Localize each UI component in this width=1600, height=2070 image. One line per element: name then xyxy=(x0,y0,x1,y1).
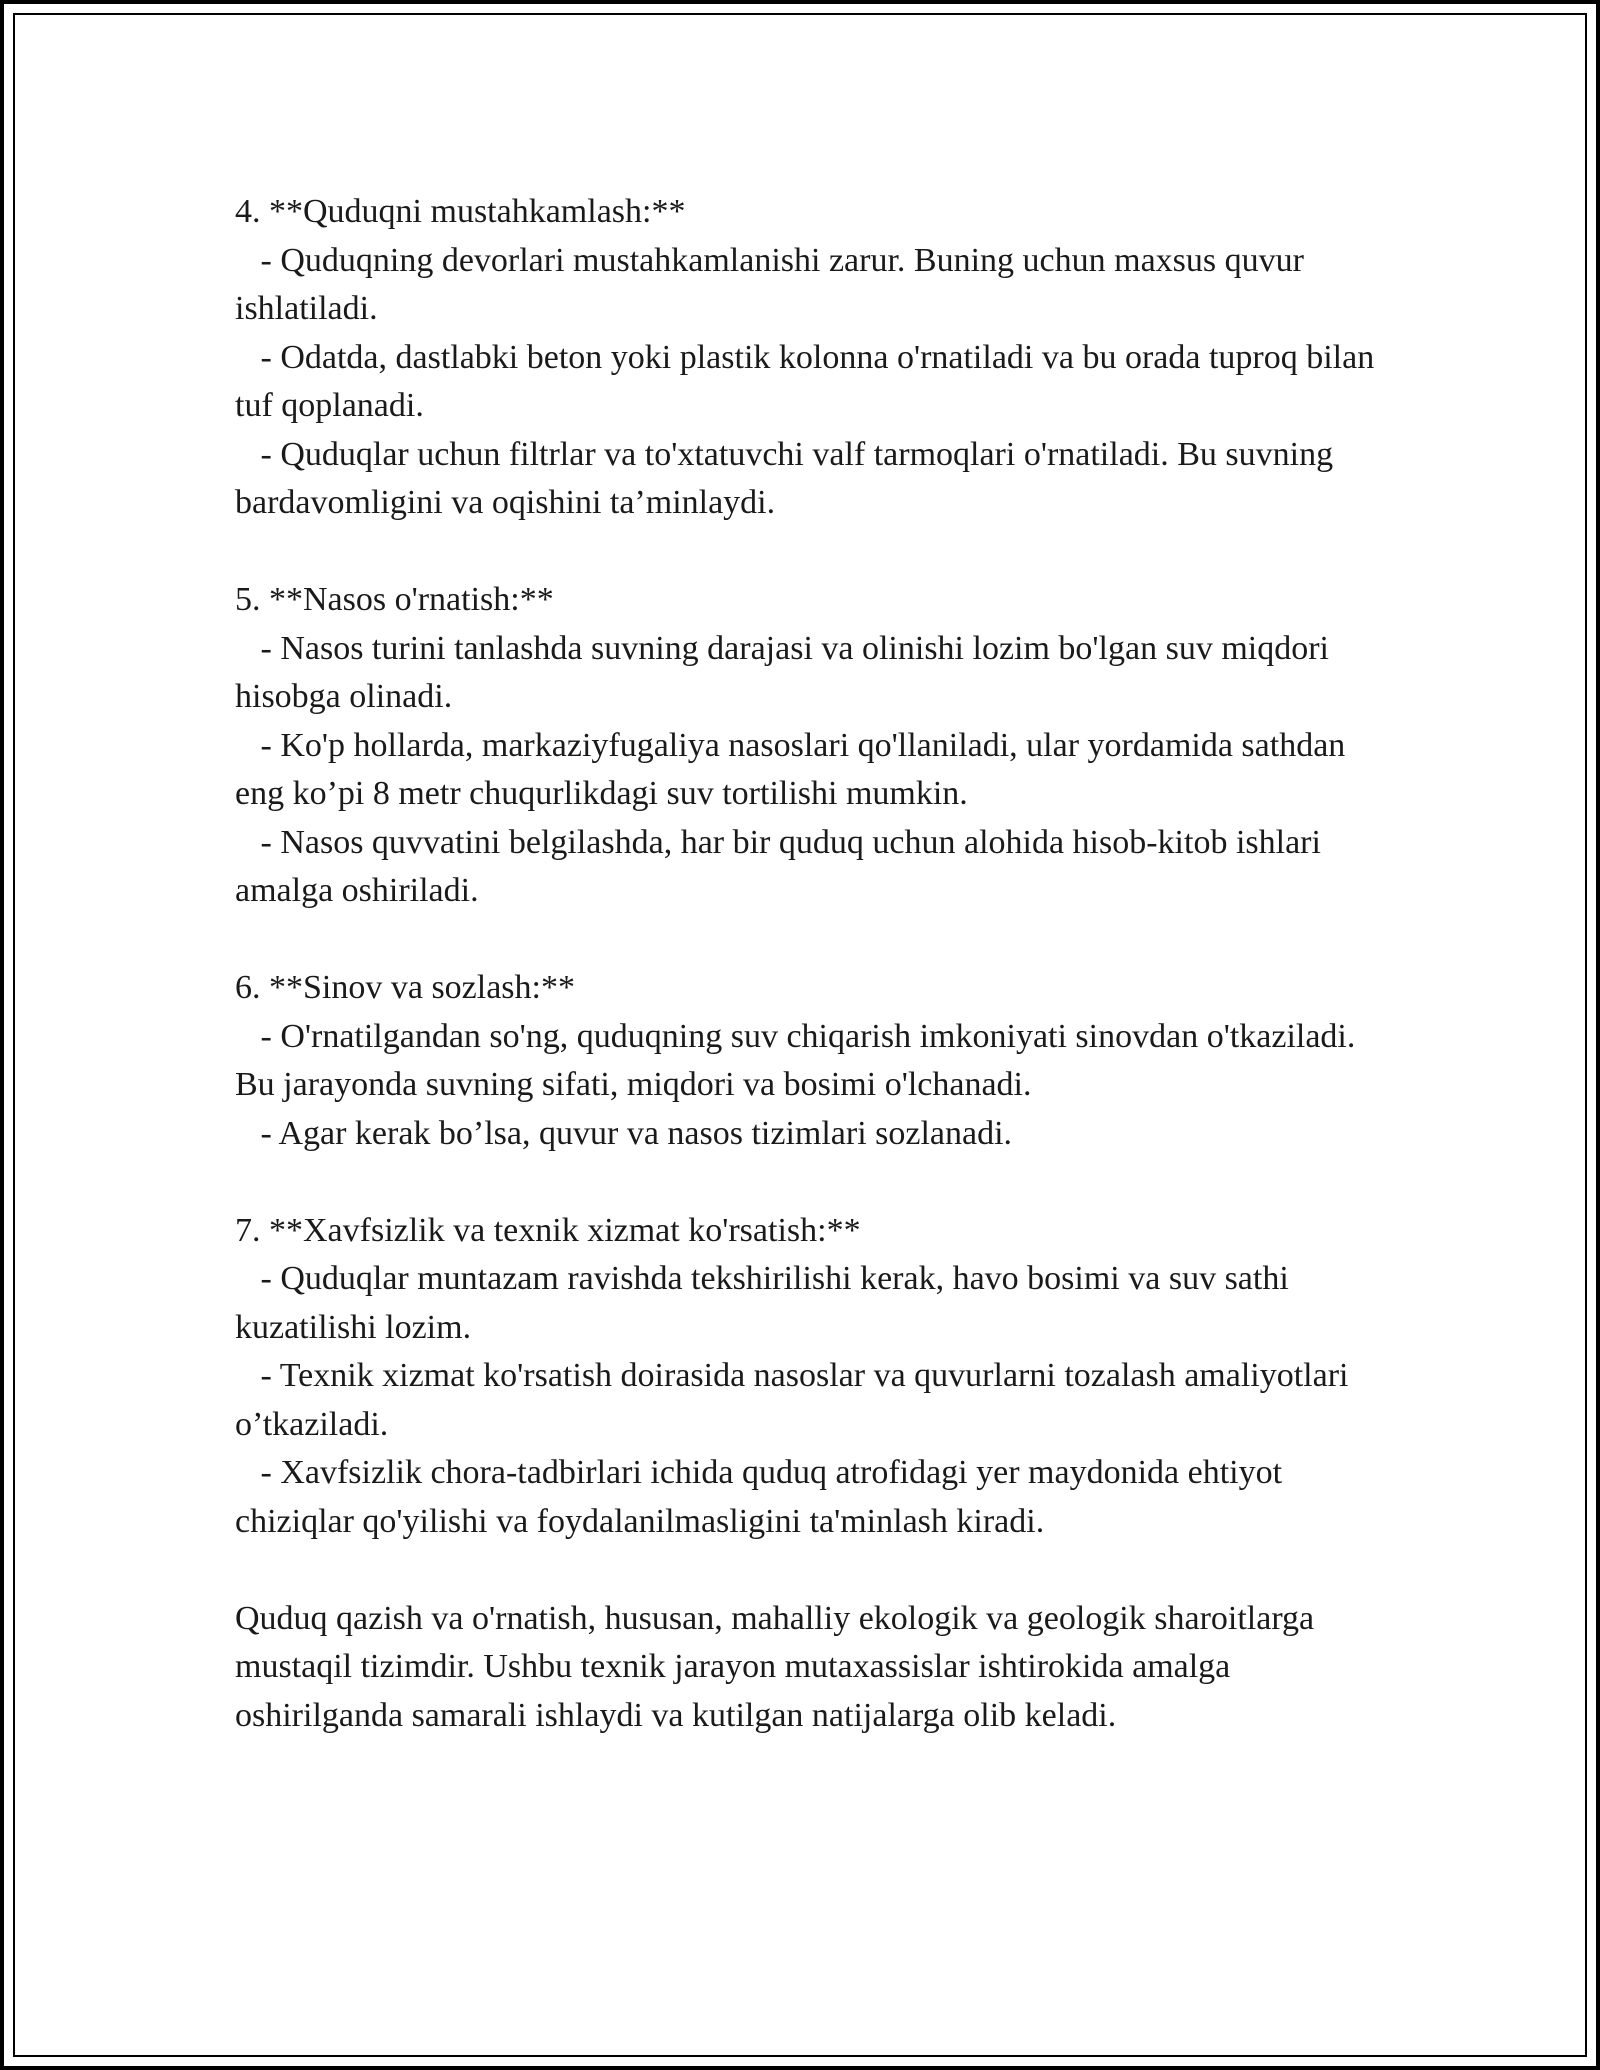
bullet-item: - Quduqlar muntazam ravishda tekshirilishi kerak, havo bosimi va suv sathi kuzatilishi lozim. xyxy=(235,1260,1289,1346)
section-heading: 4. **Quduqni mustahkamlash:** xyxy=(235,193,686,230)
section-nasos-ornatish xyxy=(235,576,1385,916)
section-xavfsizlik-va-texnik-xizmat xyxy=(235,1207,1385,1547)
section-heading: 6. **Sinov va sozlash:** xyxy=(235,969,575,1006)
section-heading: 7. **Xavfsizlik va texnik xizmat ko'rsatish:** xyxy=(235,1211,861,1249)
bullet-item: - O'rnatilgandan so'ng, quduqning suv chiqarish imkoniyati sinovdan o'tkaziladi. Bu jarayonda suvning sifati, miqdori va bosimi o'lchanadi. xyxy=(235,1017,1356,1103)
bullet-item: - Quduqning devorlari mustahkamlanishi zarur. Buning uchun maxsus quvur ishlatiladi. xyxy=(235,241,1304,327)
closing-paragraph: Quduq qazish va o'rnatish, hususan, mahalliy ekologik va geologik sharoitlarga mustaqil tizimdir. Ushbu texnik jarayon mutaxassislar ishtirokida amalga oshirilganda samarali ishlaydi va kutilgan natijalarga olib keladi. xyxy=(235,1599,1315,1734)
bullet-item: - Nasos turini tanlashda suvning darajasi va olinishi lozim bo'lgan suv miqdori hisobga olinadi. xyxy=(235,629,1329,715)
bullet-item: - Xavfsizlik chora-tadbirlari ichida quduq atrofidagi yer maydonida ehtiyot chiziqlar qo'yilishi va foydalanilmasligini ta'minlash kiradi. xyxy=(235,1454,1283,1540)
document-body xyxy=(235,188,1385,1740)
bullet-item: - Odatda, dastlabki beton yoki plastik kolonna o'rnatiladi va bu orada tuproq bilan tuf qoplanadi. xyxy=(235,338,1375,424)
bullet-item: - Agar kerak bo’lsa, quvur va nasos tizimlari sozlanadi. xyxy=(260,1114,1013,1152)
bullet-item: - Nasos quvvatini belgilashda, har bir quduq uchun alohida hisob-kitob ishlari amalga oshiriladi. xyxy=(235,823,1321,909)
section-heading: 5. **Nasos o'rnatish:** xyxy=(235,581,554,618)
bullet-item: - Quduqlar uchun filtrlar va to'xtatuvchi valf tarmoqlari o'rnatiladi. Bu suvning bardavomligini va oqishini ta’minlaydi. xyxy=(235,435,1334,521)
section-quduqni-mustahkamlash xyxy=(235,188,1385,528)
bullet-item: - Ko'p hollarda, markaziyfugaliya nasoslari qo'llaniladi, ular yordamida sathdan eng ko’pi 8 metr chuqurlikdagi suv tortilishi mumkin. xyxy=(235,726,1346,812)
section-sinov-va-sozlash xyxy=(235,964,1385,1158)
bullet-item: - Texnik xizmat ko'rsatish doirasida nasoslar va quvurlarni tozalash amaliyotlari o’tkaziladi. xyxy=(235,1357,1349,1443)
